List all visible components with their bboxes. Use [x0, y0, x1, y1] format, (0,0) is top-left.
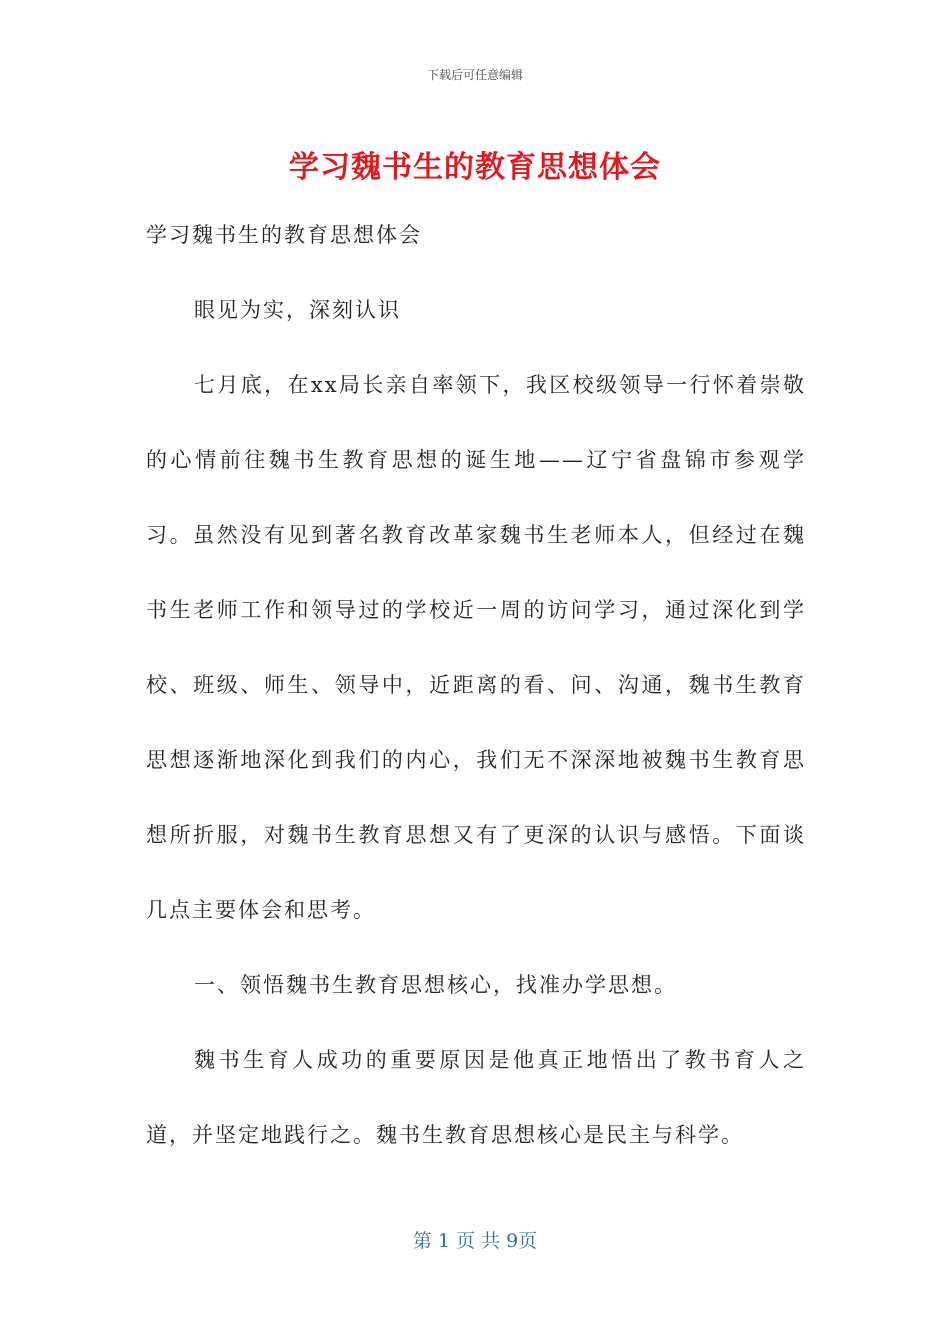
header-note: 下载后可任意编辑	[426, 68, 523, 82]
body-paragraph: 魏书生育人成功的重要原因是他真正地悟出了教书育人之道，并坚定地践行之。魏书生教育思想核心是民主与科学。	[146, 1048, 806, 1147]
subtitle-paragraph: 学习魏书生的教育思想体会	[146, 223, 422, 247]
document-title: 学习魏书生的教育思想体会	[289, 150, 661, 185]
section-heading: 一、领悟魏书生教育思想核心，找准办学思想。	[194, 973, 677, 997]
document-body	[146, 198, 806, 1173]
page-number-footer: 第 1 页 共 9页	[412, 1230, 538, 1252]
section-heading: 眼见为实，深刻认识	[194, 298, 401, 322]
body-paragraph: 七月底，在xx局长亲自率领下，我区校级领导一行怀着崇敬的心情前往魏书生教育思想的诞生地——辽宁省盘锦市参观学习。虽然没有见到著名教育改革家魏书生老师本人，但经过在魏书生老师工作和领导过的学校近一周的访问学习，通过深化到学校、班级、师生、领导中，近距离的看、问、沟通，魏书生教育思想逐渐地深化到我们的内心，我们无不深深地被魏书生教育思想所折服，对魏书生教育思想又有了更深的认识与感悟。下面谈几点主要体会和思考。	[146, 373, 806, 922]
